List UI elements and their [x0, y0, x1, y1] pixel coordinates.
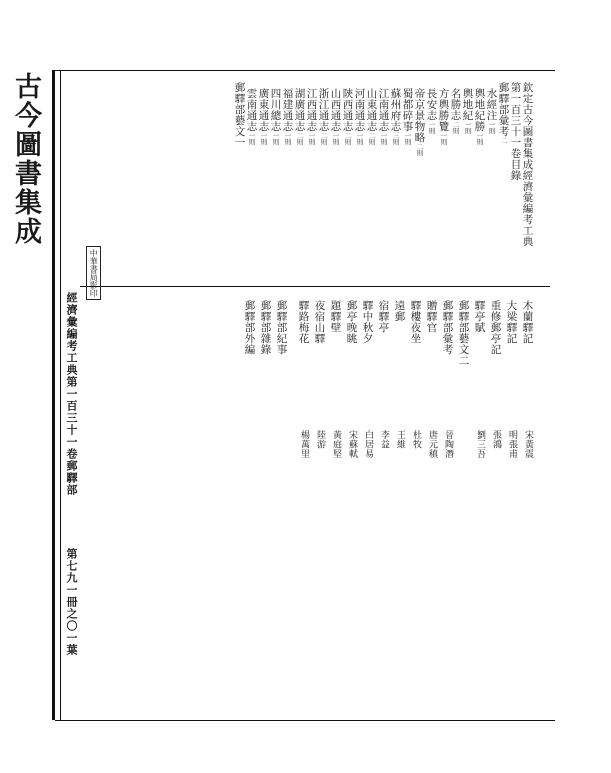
- toc-author: 黃庭堅: [331, 430, 341, 459]
- toc-author: 王維: [395, 430, 405, 449]
- toc-author: 白居易: [363, 430, 373, 459]
- bottom-frame-rule: [55, 720, 555, 721]
- toc-item: 輿地紀勝一則: [473, 88, 486, 145]
- toc-item: 郵驛部藝文二: [457, 300, 470, 366]
- toc-item: 遠郵: [393, 300, 406, 322]
- toc-author: 楊萬里: [299, 430, 309, 459]
- toc-item: 湖廣通志二則: [293, 88, 306, 145]
- toc-author: 張鴻: [491, 430, 501, 449]
- toc-item: 河南通志一則: [353, 88, 366, 145]
- toc-author: 唐元稹: [427, 430, 437, 459]
- toc-item: 驛中秋夕: [361, 300, 374, 344]
- toc-item: 水經注一則: [485, 88, 498, 134]
- book-title: 古今圖書集成: [10, 72, 41, 246]
- toc-item: 郵亭晚眺: [345, 300, 358, 344]
- toc-author: 晉陶潛: [443, 430, 453, 459]
- toc-author: 宋蘇軾: [347, 430, 357, 459]
- toc-item: 第一百三十一卷目錄: [509, 82, 522, 181]
- top-frame-rule: [55, 70, 555, 71]
- toc-item: 山西通志一則: [329, 88, 342, 145]
- toc-item: 欽定古今圖書集成經濟彙編考工典: [521, 82, 534, 247]
- toc-item: 廣東通志一則: [257, 88, 270, 145]
- toc-item: 驛亭賦: [473, 300, 486, 333]
- toc-item: 題驛壁: [329, 300, 342, 333]
- toc-author: 明張甫: [507, 430, 517, 459]
- toc-item: 長安志一則: [425, 88, 438, 134]
- toc-item: 山東通志二則: [365, 88, 378, 145]
- left-thick-rule: [52, 70, 55, 720]
- toc-item: 贈驛官: [425, 300, 438, 333]
- toc-item: 宿驛亭: [377, 300, 390, 333]
- toc-item: 蘇州府志三則: [389, 88, 402, 145]
- toc-item: 浙江通志二則: [317, 88, 330, 145]
- toc-author: 宋黃震: [523, 430, 533, 459]
- toc-item: 江南通志一則: [377, 88, 390, 145]
- toc-item: 四川總志一則: [269, 88, 282, 145]
- toc-item: 大梁驛記: [505, 300, 518, 344]
- toc-item: 驛路梅花: [297, 300, 310, 344]
- toc-author: 陸游: [315, 430, 325, 449]
- toc-item: 重修郵亭記: [489, 300, 502, 355]
- toc-item: 蜀都碎事一則: [401, 88, 414, 145]
- volume-label: 第七九一冊之〇一葉: [65, 548, 78, 656]
- toc-item: 福建通志一則: [281, 88, 294, 145]
- toc-item: 郵驛部藝文一: [233, 82, 246, 148]
- toc-item: 驛樓夜坐: [409, 300, 422, 344]
- toc-item: 方輿勝覽一則: [437, 88, 450, 145]
- toc-item: 木蘭驛記: [521, 300, 534, 344]
- toc-item: 郵驛部雜錄: [259, 300, 272, 355]
- toc-item: 郵驛部外編: [243, 300, 256, 355]
- toc-item: 名勝志二則: [449, 88, 462, 134]
- header-band: 經濟彙編考工典第一百三十一卷郵驛部: [65, 292, 78, 496]
- toc-item: 郵驛部彙考: [441, 300, 454, 355]
- left-thin-rule: [60, 70, 61, 720]
- toc-item: 郵驛部彙考二: [497, 82, 510, 144]
- toc-item: 輿地紀一則: [461, 88, 474, 134]
- toc-item: 郵驛部紀事: [275, 300, 288, 355]
- mid-divider-rule: [80, 286, 550, 287]
- toc-item: 夜宿山驛: [313, 300, 326, 344]
- toc-item: 帝京景物略二則: [413, 88, 426, 156]
- toc-author: 劉三吾: [475, 430, 485, 459]
- toc-author: 杜牧: [411, 430, 421, 449]
- toc-author: 李益: [379, 430, 389, 449]
- toc-item: 雲南通志一則: [245, 88, 258, 145]
- publisher-seal: 中華書局影印: [86, 246, 101, 300]
- toc-item: 江西通志一則: [305, 88, 318, 145]
- toc-item: 陝西通志二則: [341, 88, 354, 145]
